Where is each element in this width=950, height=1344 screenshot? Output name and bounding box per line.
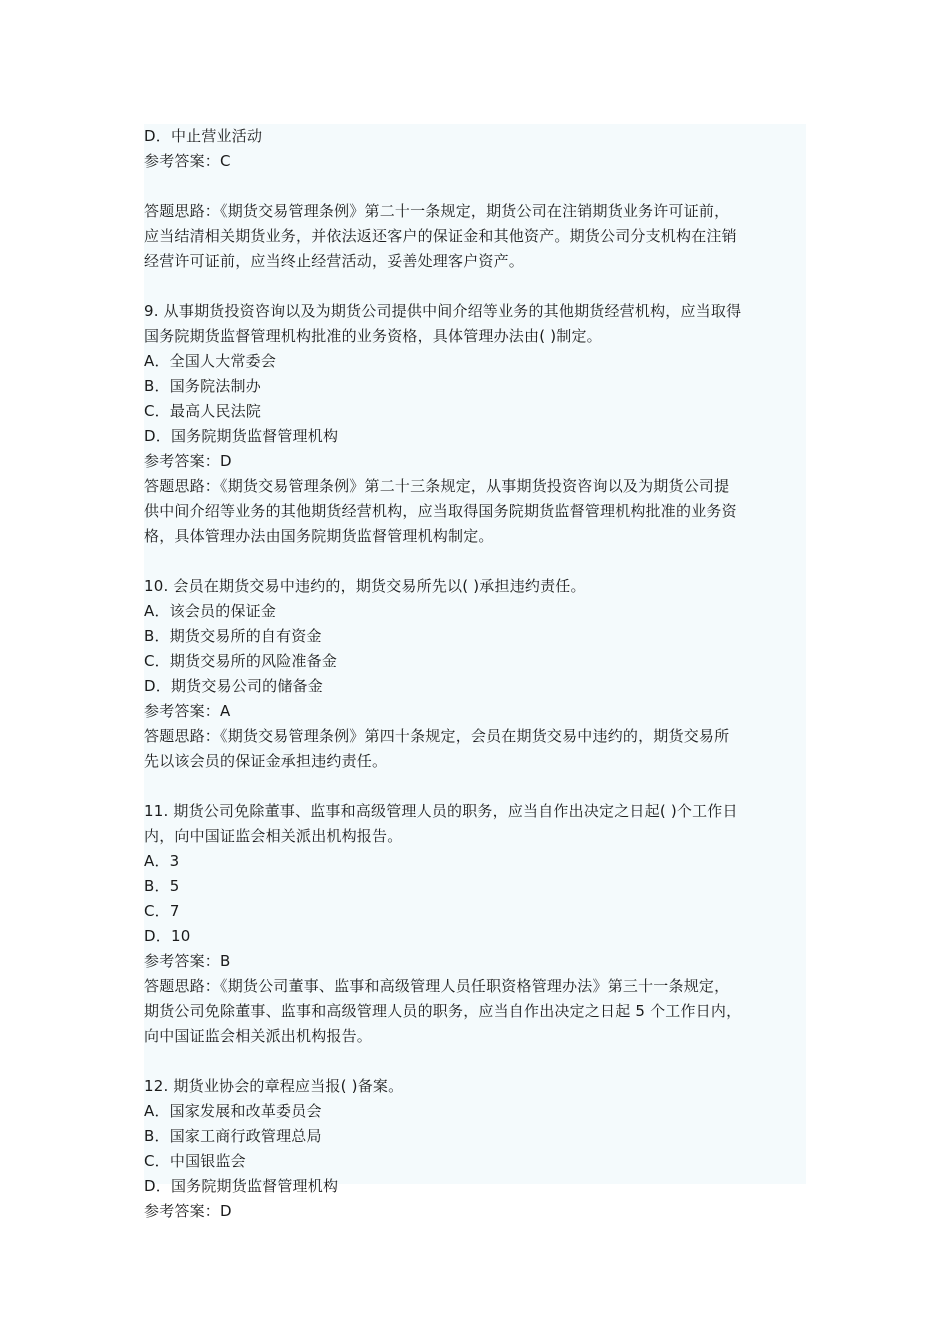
text-line: 答题思路：《期货公司董事、监事和高级管理人员任职资格管理办法》第三十一条规定， xyxy=(144,977,730,995)
text-line: 参考答案：A xyxy=(144,702,231,720)
text-line: 向中国证监会相关派出机构报告。 xyxy=(144,1027,373,1045)
text-line: 国务院期货监督管理机构批准的业务资格，具体管理办法由( )制定。 xyxy=(144,327,602,345)
text-line: 参考答案：C xyxy=(144,152,231,170)
text-line: 参考答案：D xyxy=(144,452,232,470)
text-line: 11. 期货公司免除董事、监事和高级管理人员的职务，应当自作出决定之日起( )个工作日 xyxy=(144,802,738,820)
text-line: D．10 xyxy=(144,927,191,945)
text-line: 答题思路：《期货交易管理条例》第二十一条规定，期货公司在注销期货业务许可证前， xyxy=(144,202,730,220)
text-line: C．期货交易所的风险准备金 xyxy=(144,652,338,670)
text-line: 内，向中国证监会相关派出机构报告。 xyxy=(144,827,403,845)
text-line: D．中止营业活动 xyxy=(144,127,263,145)
text-line: C．中国银监会 xyxy=(144,1152,246,1170)
text-line: B．5 xyxy=(144,877,180,895)
text-line: 应当结清相关期货业务，并依法返还客户的保证金和其他资产。期货公司分支机构在注销 xyxy=(144,227,737,245)
text-line: A．国家发展和改革委员会 xyxy=(144,1102,322,1120)
text-line: A．3 xyxy=(144,852,180,870)
text-line: 参考答案：D xyxy=(144,1202,232,1220)
document-page-content xyxy=(144,124,806,1220)
text-line: 期货公司免除董事、监事和高级管理人员的职务，应当自作出决定之日起 5 个工作日内， xyxy=(144,1002,742,1020)
text-line: D．国务院期货监督管理机构 xyxy=(144,427,339,445)
text-line: 10. 会员在期货交易中违约的，期货交易所先以( )承担违约责任。 xyxy=(144,577,586,595)
text-line: C．最高人民法院 xyxy=(144,402,262,420)
text-line: D．国务院期货监督管理机构 xyxy=(144,1177,339,1195)
text-line: B．国家工商行政管理总局 xyxy=(144,1127,322,1145)
text-line: A．该会员的保证金 xyxy=(144,602,277,620)
text-line: C．7 xyxy=(144,902,180,920)
text-line: D．期货交易公司的储备金 xyxy=(144,677,323,695)
text-line: 9. 从事期货投资咨询以及为期货公司提供中间介绍等业务的其他期货经营机构，应当取得 xyxy=(144,302,742,320)
text-line: B．期货交易所的自有资金 xyxy=(144,627,322,645)
text-line: 经营许可证前，应当终止经营活动，妥善处理客户资产。 xyxy=(144,252,525,270)
text-line: B．国务院法制办 xyxy=(144,377,261,395)
text-line: 答题思路：《期货交易管理条例》第二十三条规定，从事期货投资咨询以及为期货公司提 xyxy=(144,477,730,495)
text-line: 12. 期货业协会的章程应当报( )备案。 xyxy=(144,1077,404,1095)
text-line: 参考答案：B xyxy=(144,952,231,970)
text-line: 先以该会员的保证金承担违约责任。 xyxy=(144,752,388,770)
text-line: 格，具体管理办法由国务院期货监督管理机构制定。 xyxy=(144,527,494,545)
text-line: A．全国人大常委会 xyxy=(144,352,277,370)
text-line: 答题思路：《期货交易管理条例》第四十条规定，会员在期货交易中违约的，期货交易所 xyxy=(144,727,730,745)
text-line: 供中间介绍等业务的其他期货经营机构，应当取得国务院期货监督管理机构批准的业务资 xyxy=(144,502,737,520)
